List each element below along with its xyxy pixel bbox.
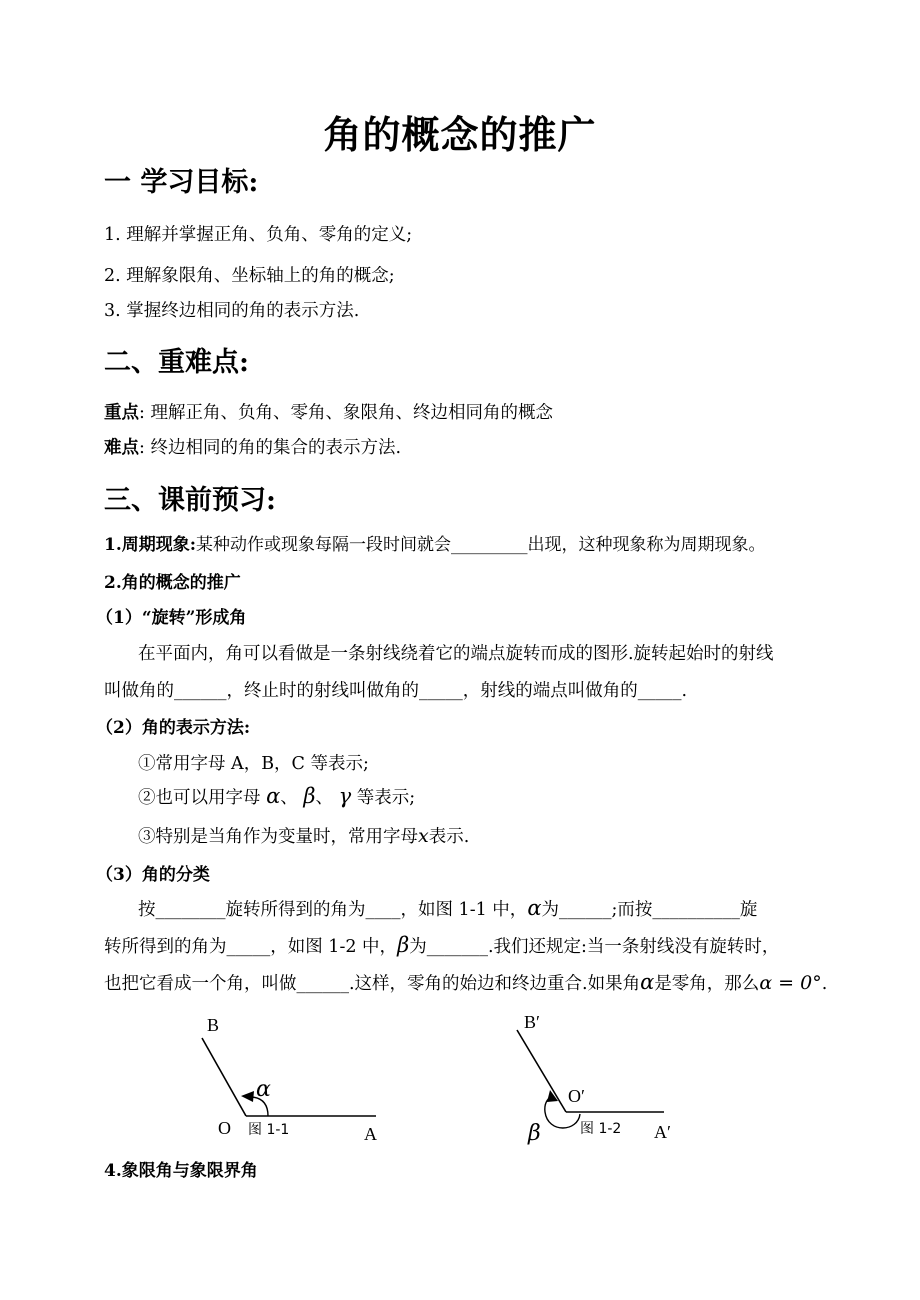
alpha-symbol: α bbox=[640, 970, 655, 994]
key-point-text: : 理解正角、负角、零角、象限角、终边相同角的概念 bbox=[139, 403, 553, 423]
separator: 、 bbox=[315, 788, 333, 808]
difficult-point-text: : 终边相同的角的集合的表示方法. bbox=[139, 438, 402, 458]
beta-symbol: β bbox=[397, 933, 410, 957]
representation-item-3-tail: 表示. bbox=[428, 827, 470, 847]
classification-line-2-text: 转所得到的角为_____，如图 1-2 中， bbox=[104, 937, 398, 957]
label-alpha: α bbox=[256, 1077, 271, 1102]
figure-1-2 bbox=[517, 1012, 671, 1146]
x-symbol: x bbox=[418, 825, 429, 847]
label-a: A bbox=[364, 1124, 377, 1144]
classification-line-1-text: 按________旋转所得到的角为____，如图 1-1 中， bbox=[138, 900, 528, 920]
representation-item-2-tail: 等表示; bbox=[356, 788, 416, 808]
terminal-side-ob bbox=[202, 1038, 246, 1116]
angle-extension-heading: 2.角的概念的推广 bbox=[104, 573, 241, 593]
terminal-side-ob-prime bbox=[517, 1030, 566, 1112]
rotation-paragraph-line-1: 在平面内，角可以看做是一条射线绕着它的端点旋转而成的图形.旋转起始时的射线 bbox=[138, 644, 774, 664]
quadrant-angle-heading: 4.象限角与象限界角 bbox=[104, 1161, 258, 1181]
figure-1-1-caption: 图 1-1 bbox=[248, 1122, 290, 1138]
label-o: O bbox=[218, 1118, 231, 1138]
rotation-paragraph-line-2: 叫做角的______，终止时的射线叫做角的_____，射线的端点叫做角的_____. bbox=[104, 681, 688, 701]
key-point-label: 重点 bbox=[104, 403, 139, 423]
gamma-symbol: γ bbox=[338, 784, 352, 808]
representation-item-1: ①常用字母 A，B，C 等表示; bbox=[138, 754, 369, 774]
objective-item-1: 1. 理解并掌握正角、负角、零角的定义; bbox=[104, 225, 413, 245]
classification-line-3-mid: 是零角，那么 bbox=[654, 974, 760, 994]
section-heading-key-points: 二、重难点: bbox=[104, 347, 249, 378]
figure-1-1 bbox=[202, 1015, 377, 1144]
figure-1-2-caption: 图 1-2 bbox=[580, 1121, 622, 1137]
alpha-symbol: α bbox=[266, 784, 281, 808]
rotation-subheading: （1）“旋转”形成角 bbox=[96, 608, 247, 628]
classification-line-3-text: 也把它看成一个角，叫做______.这样，零角的始边和终边重合.如果角 bbox=[104, 974, 641, 994]
classification-subheading: （3）角的分类 bbox=[96, 865, 210, 885]
label-o-prime: O′ bbox=[568, 1086, 585, 1106]
label-b: B bbox=[207, 1015, 220, 1035]
alpha-symbol: α bbox=[527, 896, 542, 920]
periodic-phenomenon-label: 1.周期现象: bbox=[104, 535, 197, 555]
representation-item-3-text: ③特别是当角作为变量时，常用字母 bbox=[138, 827, 418, 847]
label-b-prime: B′ bbox=[524, 1012, 540, 1032]
periodic-phenomenon-text: 某种动作或现象每隔一段时间就会_________出现，这种现象称为周期现象。 bbox=[196, 535, 766, 555]
classification-line-1-tail: 为______;而按__________旋 bbox=[541, 900, 758, 920]
label-a-prime: A′ bbox=[654, 1122, 671, 1142]
page-title: 角的概念的推广 bbox=[323, 112, 597, 157]
beta-symbol: β bbox=[303, 784, 316, 808]
classification-line-2-tail: 为_______.我们还规定:当一条射线没有旋转时， bbox=[409, 937, 780, 957]
representation-subheading: （2）角的表示方法: bbox=[96, 718, 251, 738]
section-heading-objectives: 一 学习目标: bbox=[104, 167, 259, 198]
difficult-point-label: 难点 bbox=[104, 438, 139, 458]
objective-item-3: 3. 掌握终边相同的角的表示方法. bbox=[104, 301, 360, 321]
arrow-head-icon bbox=[241, 1091, 254, 1102]
period: . bbox=[821, 974, 828, 994]
zero-angle-equation: α = 0° bbox=[759, 972, 822, 994]
separator: 、 bbox=[280, 788, 298, 808]
representation-item-2-text: ②也可以用字母 bbox=[138, 788, 261, 808]
label-beta: β bbox=[528, 1121, 541, 1146]
section-heading-preview: 三、课前预习: bbox=[104, 485, 276, 516]
objective-item-2: 2. 理解象限角、坐标轴上的角的概念; bbox=[104, 266, 395, 286]
